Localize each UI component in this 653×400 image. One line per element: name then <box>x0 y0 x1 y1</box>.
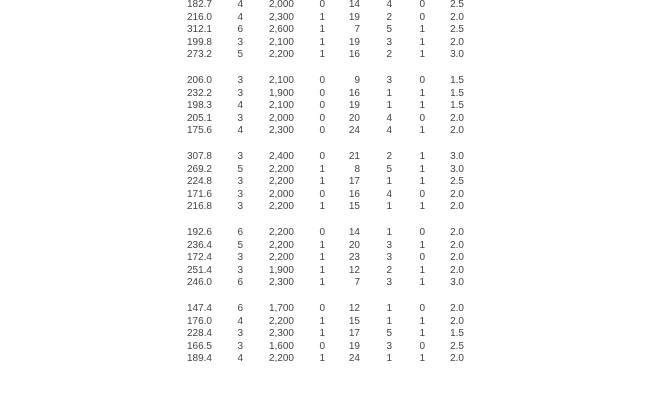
table-cell: 307.8 <box>186 151 212 162</box>
row-group <box>0 303 653 366</box>
table-row <box>0 88 653 101</box>
table-cell: 16 <box>348 188 360 200</box>
table-cell: 4 <box>386 188 392 200</box>
table-cell: 20 <box>348 239 360 251</box>
table-cell: 20 <box>348 112 360 124</box>
table-cell: 24 <box>348 125 360 136</box>
table-cell: 2,200 <box>268 201 294 212</box>
table-cell: 0 <box>419 340 425 352</box>
table-cell: 3.0 <box>450 49 464 60</box>
table-row <box>0 353 653 366</box>
table-cell: 192.6 <box>186 227 212 238</box>
table-cell: 0 <box>319 227 325 238</box>
table-cell: 1 <box>319 49 325 60</box>
table-cell: 1 <box>419 49 425 60</box>
table-cell: 0 <box>319 151 325 162</box>
table-cell: 2 <box>386 49 392 60</box>
table-cell: 2.0 <box>450 303 464 314</box>
table-cell: 0 <box>419 75 425 86</box>
table-cell: 2.0 <box>450 125 464 136</box>
table-cell: 14 <box>348 227 360 238</box>
table-cell: 1,900 <box>268 87 294 99</box>
table-cell: 2.5 <box>450 340 464 352</box>
table-cell: 1 <box>386 315 392 327</box>
table-row <box>0 49 653 62</box>
table-cell: 269.2 <box>186 163 212 175</box>
table-cell: 1 <box>419 277 425 288</box>
table-cell: 1 <box>319 201 325 212</box>
table-row <box>0 151 653 164</box>
table-row <box>0 201 653 214</box>
table-cell: 3 <box>237 328 243 339</box>
table-row <box>0 252 653 265</box>
table-row <box>0 12 653 25</box>
row-group <box>0 151 653 214</box>
table-cell: 2,300 <box>268 328 294 339</box>
table-cell: 2.0 <box>450 188 464 200</box>
table-cell: 2,300 <box>268 11 294 23</box>
table-cell: 228.4 <box>186 328 212 339</box>
table-cell: 176.0 <box>186 315 212 327</box>
table-cell: 1 <box>386 87 392 99</box>
table-cell: 1 <box>386 227 392 238</box>
table-cell: 1 <box>319 11 325 23</box>
table-cell: 0 <box>319 303 325 314</box>
table-cell: 251.4 <box>186 264 212 276</box>
table-cell: 3 <box>237 252 243 263</box>
table-row <box>0 328 653 341</box>
table-cell: 5 <box>386 163 392 175</box>
table-cell: 1 <box>319 163 325 175</box>
table-cell: 4 <box>237 315 243 327</box>
table-cell: 0 <box>319 188 325 200</box>
table-cell: 19 <box>348 11 360 23</box>
table-cell: 0 <box>319 0 325 10</box>
table-cell: 2,200 <box>268 353 294 364</box>
table-cell: 1 <box>419 151 425 162</box>
table-cell: 2,200 <box>268 315 294 327</box>
table-cell: 175.6 <box>186 125 212 136</box>
table-cell: 0 <box>319 75 325 86</box>
table-row <box>0 75 653 88</box>
table-row <box>0 24 653 37</box>
table-cell: 0 <box>419 227 425 238</box>
table-cell: 3 <box>237 112 243 124</box>
table-cell: 3 <box>237 75 243 86</box>
table-cell: 17 <box>348 176 360 187</box>
table-cell: 1 <box>319 315 325 327</box>
table-cell: 7 <box>354 24 360 35</box>
table-cell: 2,200 <box>268 227 294 238</box>
table-cell: 3 <box>386 75 392 86</box>
row-group <box>0 227 653 290</box>
table-cell: 232.2 <box>186 87 212 99</box>
table-row <box>0 125 653 138</box>
table-cell: 15 <box>348 315 360 327</box>
table-cell: 15 <box>348 201 360 212</box>
table-cell: 1 <box>319 36 325 48</box>
table-cell: 24 <box>348 353 360 364</box>
table-cell: 8 <box>354 163 360 175</box>
table-cell: 1 <box>419 264 425 276</box>
table-cell: 1.5 <box>450 100 464 111</box>
table-cell: 0 <box>319 125 325 136</box>
table-cell: 2,300 <box>268 277 294 288</box>
table-cell: 16 <box>348 87 360 99</box>
table-cell: 4 <box>237 125 243 136</box>
table-cell: 2,200 <box>268 252 294 263</box>
table-cell: 198.3 <box>186 100 212 111</box>
table-cell: 1.5 <box>450 328 464 339</box>
table-cell: 1,700 <box>268 303 294 314</box>
table-cell: 7 <box>354 277 360 288</box>
table-cell: 5 <box>386 328 392 339</box>
table-cell: 1 <box>419 100 425 111</box>
table-row <box>0 164 653 177</box>
table-cell: 1 <box>319 252 325 263</box>
table-cell: 3 <box>237 151 243 162</box>
table-cell: 2,600 <box>268 24 294 35</box>
table-cell: 3 <box>386 252 392 263</box>
table-cell: 9 <box>354 75 360 86</box>
table-cell: 19 <box>348 100 360 111</box>
table-cell: 21 <box>348 151 360 162</box>
table-cell: 5 <box>237 239 243 251</box>
table-cell: 1 <box>319 24 325 35</box>
table-cell: 4 <box>237 100 243 111</box>
table-cell: 3 <box>237 201 243 212</box>
table-cell: 2,100 <box>268 36 294 48</box>
table-cell: 23 <box>348 252 360 263</box>
table-row <box>0 341 653 354</box>
table-cell: 3.0 <box>450 163 464 175</box>
table-cell: 4 <box>386 0 392 10</box>
table-cell: 2,100 <box>268 100 294 111</box>
table-cell: 216.0 <box>186 11 212 23</box>
table-cell: 16 <box>348 49 360 60</box>
table-cell: 224.8 <box>186 176 212 187</box>
table-cell: 1 <box>419 353 425 364</box>
table-cell: 3 <box>237 176 243 187</box>
table-cell: 12 <box>348 303 360 314</box>
table-cell: 1,900 <box>268 264 294 276</box>
table-cell: 6 <box>237 24 243 35</box>
table-cell: 3 <box>386 36 392 48</box>
table-cell: 273.2 <box>186 49 212 60</box>
table-cell: 0 <box>419 0 425 10</box>
table-cell: 2.0 <box>450 252 464 263</box>
table-cell: 2.0 <box>450 11 464 23</box>
table-cell: 2,300 <box>268 125 294 136</box>
table-cell: 1 <box>419 87 425 99</box>
table-cell: 3 <box>237 264 243 276</box>
table-cell: 5 <box>386 24 392 35</box>
table-cell: 2,200 <box>268 239 294 251</box>
table-cell: 2 <box>386 264 392 276</box>
table-cell: 1.5 <box>450 75 464 86</box>
table-cell: 1 <box>419 36 425 48</box>
table-cell: 4 <box>386 112 392 124</box>
table-cell: 1 <box>319 176 325 187</box>
table-cell: 1.5 <box>450 87 464 99</box>
row-group <box>0 75 653 138</box>
table-cell: 2,000 <box>268 0 294 10</box>
table-cell: 3 <box>237 87 243 99</box>
table-cell: 3 <box>237 188 243 200</box>
table-cell: 216.8 <box>186 201 212 212</box>
table-row <box>0 303 653 316</box>
table-cell: 2.5 <box>450 176 464 187</box>
table-cell: 0 <box>419 303 425 314</box>
table-cell: 3 <box>237 36 243 48</box>
table-cell: 4 <box>237 0 243 10</box>
table-cell: 3.0 <box>450 151 464 162</box>
table-cell: 0 <box>319 340 325 352</box>
table-cell: 2.5 <box>450 0 464 10</box>
table-cell: 0 <box>319 100 325 111</box>
table-cell: 205.1 <box>186 112 212 124</box>
table-row <box>0 0 653 12</box>
table-cell: 2,400 <box>268 151 294 162</box>
table-cell: 12 <box>348 264 360 276</box>
table-cell: 1 <box>386 201 392 212</box>
table-cell: 2 <box>386 151 392 162</box>
table-cell: 166.5 <box>186 340 212 352</box>
table-cell: 4 <box>237 11 243 23</box>
table-cell: 3 <box>386 340 392 352</box>
table-cell: 1 <box>319 353 325 364</box>
table-row <box>0 176 653 189</box>
table-row <box>0 265 653 278</box>
table-cell: 189.4 <box>186 353 212 364</box>
table-cell: 2.0 <box>450 264 464 276</box>
table-cell: 2 <box>386 11 392 23</box>
table-row <box>0 240 653 253</box>
table-cell: 2,200 <box>268 176 294 187</box>
table-cell: 0 <box>319 87 325 99</box>
table-cell: 2.0 <box>450 112 464 124</box>
table-cell: 2.0 <box>450 227 464 238</box>
table-row <box>0 100 653 113</box>
table-cell: 2.0 <box>450 315 464 327</box>
table-cell: 312.1 <box>186 24 212 35</box>
table-row <box>0 316 653 329</box>
table-cell: 6 <box>237 303 243 314</box>
table-cell: 1 <box>319 277 325 288</box>
table-row <box>0 37 653 50</box>
table-cell: 2.0 <box>450 201 464 212</box>
table-cell: 19 <box>348 340 360 352</box>
table-cell: 1,600 <box>268 340 294 352</box>
table-cell: 1 <box>419 163 425 175</box>
table-cell: 246.0 <box>186 277 212 288</box>
table-cell: 199.8 <box>186 36 212 48</box>
table-cell: 1 <box>386 176 392 187</box>
table-cell: 172.4 <box>186 252 212 263</box>
row-group <box>0 0 653 62</box>
table-cell: 19 <box>348 36 360 48</box>
table-cell: 14 <box>348 0 360 10</box>
table-cell: 2,200 <box>268 49 294 60</box>
table-cell: 0 <box>419 112 425 124</box>
table-cell: 182.7 <box>186 0 212 10</box>
table-cell: 0 <box>419 252 425 263</box>
table-row <box>0 113 653 126</box>
table-cell: 2,000 <box>268 112 294 124</box>
table-cell: 1 <box>419 176 425 187</box>
table-row <box>0 189 653 202</box>
table-cell: 1 <box>419 328 425 339</box>
table-cell: 1 <box>419 24 425 35</box>
table-cell: 3 <box>386 277 392 288</box>
table-cell: 1 <box>386 353 392 364</box>
table-cell: 4 <box>386 125 392 136</box>
table-row <box>0 227 653 240</box>
table-cell: 2,100 <box>268 75 294 86</box>
table-cell: 0 <box>419 11 425 23</box>
table-cell: 2.5 <box>450 24 464 35</box>
table-cell: 4 <box>237 353 243 364</box>
table-cell: 236.4 <box>186 239 212 251</box>
table-cell: 1 <box>386 100 392 111</box>
table-cell: 17 <box>348 328 360 339</box>
table-cell: 206.0 <box>186 75 212 86</box>
table-cell: 1 <box>319 328 325 339</box>
table-cell: 2,200 <box>268 163 294 175</box>
table-cell: 1 <box>319 239 325 251</box>
table-cell: 0 <box>319 112 325 124</box>
table-cell: 3 <box>386 239 392 251</box>
table-cell: 147.4 <box>186 303 212 314</box>
table-cell: 1 <box>386 303 392 314</box>
table-cell: 1 <box>419 201 425 212</box>
table-cell: 5 <box>237 49 243 60</box>
table-cell: 2.0 <box>450 239 464 251</box>
table-cell: 1 <box>319 264 325 276</box>
table-cell: 2.0 <box>450 36 464 48</box>
table-cell: 1 <box>419 125 425 136</box>
table-cell: 3 <box>237 340 243 352</box>
table-cell: 1 <box>419 239 425 251</box>
table-cell: 2.0 <box>450 353 464 364</box>
table-cell: 171.6 <box>186 188 212 200</box>
table-cell: 5 <box>237 163 243 175</box>
table-cell: 6 <box>237 227 243 238</box>
table-cell: 2,000 <box>268 188 294 200</box>
table-cell: 0 <box>419 188 425 200</box>
table-row <box>0 277 653 290</box>
table-cell: 3.0 <box>450 277 464 288</box>
table-cell: 6 <box>237 277 243 288</box>
table-cell: 1 <box>419 315 425 327</box>
